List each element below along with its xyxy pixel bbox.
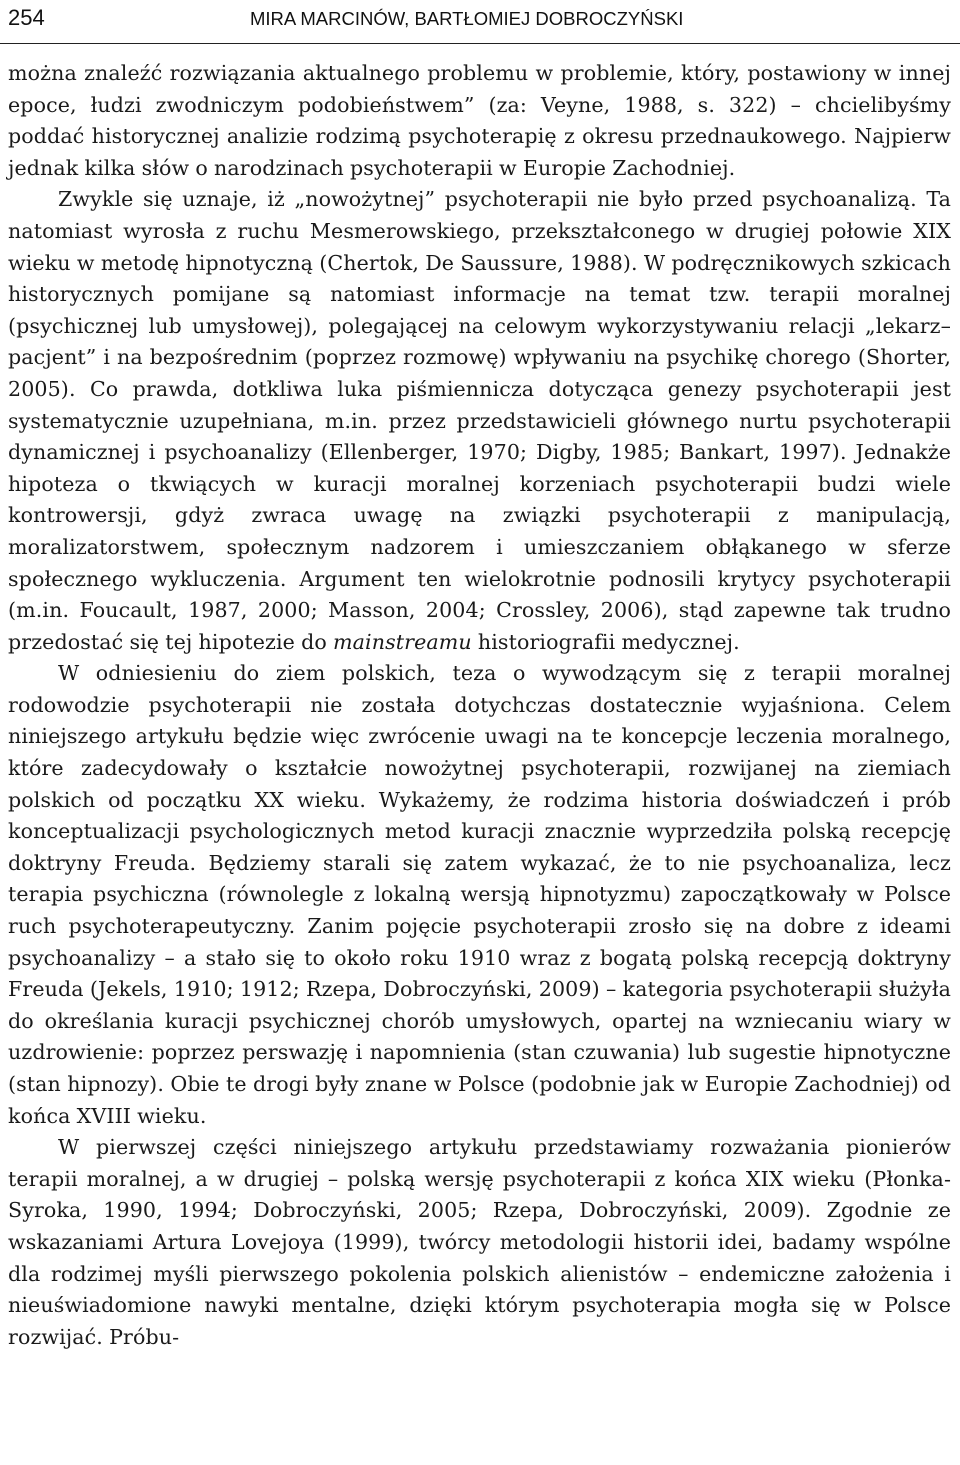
paragraph-moral-therapy	[8, 184, 951, 658]
paragraph-continuation: można znaleźć rozwiązania aktualnego problemu w problemie, który, postawiony w innej epoce, łudzi zwodniczym podobieństwem” (za: Veyne, 1988, s. 322) – chcielibyśmy poddać historycznej analizie rodzimą psychoterapię z okresu przednaukowego. Najpierw jednak kilka słów o narodzinach psychoterapii w Europie Zachodniej.	[8, 61, 951, 180]
page-number: 254	[8, 5, 45, 30]
paragraph-text: historiografii medycznej.	[471, 629, 740, 654]
running-title: MIRA MARCINÓW, BARTŁOMIEJ DOBROCZYŃSKI	[250, 8, 684, 29]
emphasized-term: mainstreamu	[333, 629, 472, 654]
paragraph-text: Zwykle się uznaje, iż „nowożytnej” psychoterapii nie było przed psychoanalizą. Ta natomiast wyrosła z ruchu Mesmerowskiego, przekształconego w drugiej połowie XIX wieku w metodę hipnotyczną (Chertok, De Saussure, 1988). W podręcznikowych szkicach historycznych pomijane są natomiast informacje na temat tzw. terapii moralnej (psychicznej lub umysłowej), polegającej na celowym wykorzystywaniu relacji „lekarz–pacjent” i na bezpośrednim (poprzez rozmowę) wpływaniu na psychikę chorego (Shorter, 2005). Co prawda, dotkliwa luka piśmiennicza dotycząca genezy psychoterapii jest systematycznie uzupełniana, m.in. przez przedstawicieli głównego nurtu psychoterapii dynamicznej i psychoanalizy (Ellenberger, 1970; Digby, 1985; Bankart, 1997). Jednakże hipoteza o tkwiących w kuracji moralnej korzeniach psychoterapii budzi wiele kontrowersji, gdyż zwraca uwagę na związki psychoterapii z manipulacją, moralizatorstwem, społecznym nadzorem i umieszczaniem obłąkanego w sferze społecznego wykluczenia. Argument ten wielokrotnie podnosili krytycy psychoterapii (m.in. Foucault, 1987, 2000; Masson, 2004; Crossley, 2006), stąd zapewne tak trudno przedostać się tej hipotezie do	[8, 187, 951, 654]
body-text	[8, 58, 951, 1353]
paragraph-polish-context: W odniesieniu do ziem polskich, teza o wywodzącym się z terapii moralnej rodowodzie psychoterapii nie została dotychczas dostatecznie wyjaśniona. Celem niniejszego artykułu będzie więc zwrócenie uwagi na te koncepcje leczenia moralnego, które zadecydowały o kształcie nowożytnej psychoterapii, rozwijanej na ziemiach polskich od początku XX wieku. Wykażemy, że rodzima historia doświadczeń i prób konceptualizacji psychologicznych metod kuracji znacznie wyprzedziła polską recepcję doktryny Freuda. Będziemy starali się zatem wykazać, że to nie psychoanaliza, lecz terapia psychiczna (równolegle z lokalną wersją hipnotyzmu) zapoczątkowały w Polsce ruch psychoterapeutyczny. Zanim pojęcie psychoterapii zrosło się na dobre z ideami psychoanalizy – a stało się to około roku 1910 wraz z bogatą polską recepcją doktryny Freuda (Jekels, 1910; 1912; Rzepa, Dobroczyński, 2009) – kategoria psychoterapii służyła do określania kuracji psychicznej chorób umysłowych, opartej na wzniecaniu wiary w uzdrowienie: poprzez perswazję i napomnienia (stan czuwania) lub sugestie hipnotyczne (stan hipnozy). Obie te drogi były znane w Polsce (podobnie jak w Europie Zachodniej) od końca XVIII wieku.	[8, 661, 951, 1128]
running-header	[0, 0, 960, 44]
paragraph-article-structure: W pierwszej części niniejszego artykułu przedstawiamy rozważania pionierów terapii moralnej, a w drugiej – polską wersję psychoterapii z końca XIX wieku (Płonka-Syroka, 1990, 1994; Dobroczyński, 2005; Rzepa, Dobroczyński, 2009). Zgodnie ze wskazaniami Artura Lovejoya (1999), twórcy metodologii historii idei, badamy wspólne dla rodzimej myśli pierwszego pokolenia polskich alienistów – endemiczne założenia i nieuświadomione nawyki mentalne, dzięki którym psychoterapia mogła się w Polsce rozwijać. Próbu-	[8, 1135, 951, 1349]
